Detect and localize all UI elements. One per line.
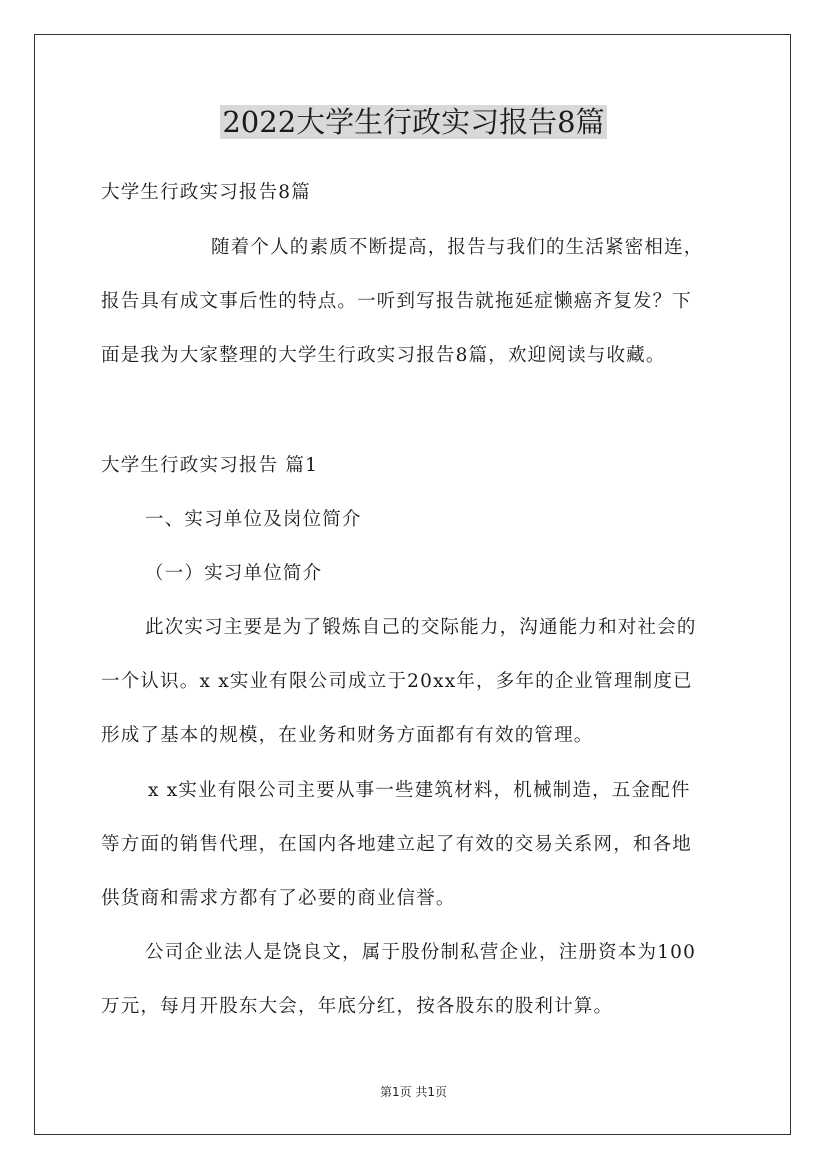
intro-line-2: 报告具有成文事后性的特点。一听到写报告就拖延症懒癌齐复发？下 bbox=[101, 291, 693, 312]
body-line: 等方面的销售代理，在国内各地建立起了有效的交易关系网，和各地 bbox=[101, 834, 693, 855]
intro-line-3: 面是我为大家整理的大学生行政实习报告8篇，欢迎阅读与收藏。 bbox=[101, 345, 666, 366]
body-line: 形成了基本的规模，在业务和财务方面都有有效的管理。 bbox=[101, 725, 594, 746]
intro-line-1: 随着个人的素质不断提高，报告与我们的生活紧密相连， bbox=[211, 237, 704, 258]
body-line: 此次实习主要是为了锻炼自己的交际能力，沟通能力和对社会的 bbox=[145, 617, 697, 638]
subtitle-line: 大学生行政实习报告8篇 bbox=[101, 182, 311, 203]
page-footer: 第1页 共1页 bbox=[379, 1085, 448, 1099]
subheading-2: （一）实习单位简介 bbox=[145, 563, 323, 584]
document-title-wrap bbox=[0, 103, 827, 141]
section-heading: 大学生行政实习报告 篇1 bbox=[101, 455, 319, 476]
body-line: 一个认识。x x实业有限公司成立于20xx年，多年的企业管理制度已 bbox=[101, 671, 693, 692]
body-line: x x实业有限公司主要从事一些建筑材料，机械制造，五金配件 bbox=[148, 780, 691, 801]
document-title: 2022大学生行政实习报告8篇 bbox=[222, 105, 605, 139]
subheading-1: 一、实习单位及岗位简介 bbox=[145, 509, 362, 530]
body-line: 万元，每月开股东大会，年底分红，按各股东的股利计算。 bbox=[101, 996, 614, 1017]
body-line: 公司企业法人是饶良文，属于股份制私营企业，注册资本为100 bbox=[145, 942, 697, 963]
body-line: 供货商和需求方都有了必要的商业信誉。 bbox=[101, 888, 456, 909]
